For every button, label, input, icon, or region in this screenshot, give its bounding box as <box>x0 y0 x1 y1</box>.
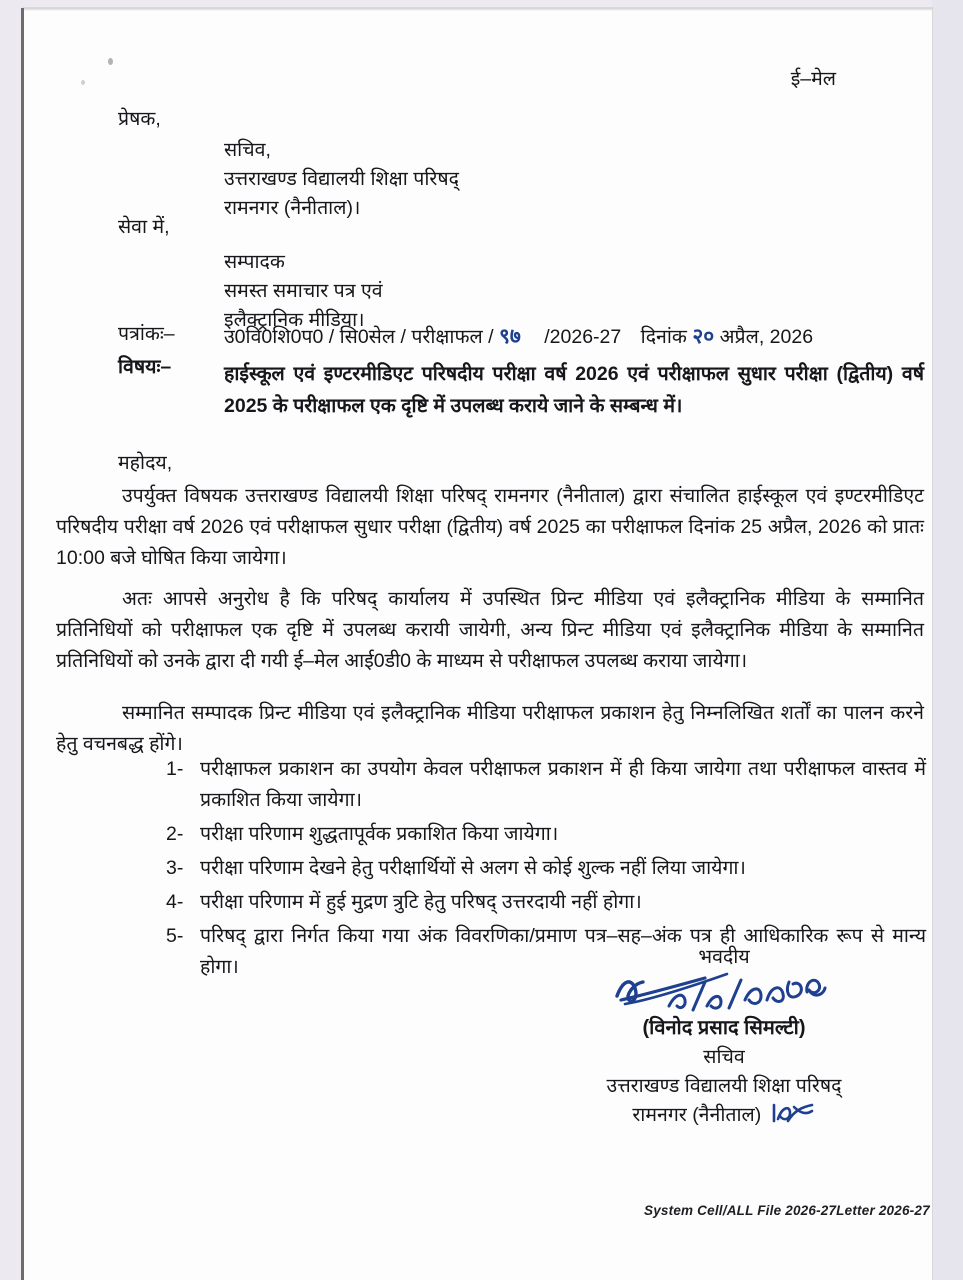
list-item <box>166 819 926 850</box>
list-item-text: परीक्षाफल प्रकाशन का उपयोग केवल परीक्षाफल प्रकाशन में ही किया जायेगा तथा परीक्षाफल वास्तव में प्रकाशित किया जायेगा। <box>200 758 926 811</box>
body-paragraph-2 <box>56 584 924 677</box>
reference-prefix: उ0वि0शि0प0 / सि0सेल / परीक्षाफल / <box>224 326 494 348</box>
signature-block <box>524 943 924 1134</box>
list-item-text: परिषद् द्वारा निर्गत किया गया अंक विवरणिका/प्रमाण पत्र–सह–अंक पत्र ही आधिकारिक रूप से मान्य होगा। <box>200 925 926 978</box>
list-item-number: 2- <box>166 823 184 845</box>
scan-background-band <box>932 0 963 1280</box>
list-item-text: परीक्षा परिणाम शुद्धतापूर्वक प्रकाशित किया जायेगा। <box>200 823 559 845</box>
to-address-line: समस्त समाचार पत्र एवं <box>224 280 383 302</box>
list-item <box>166 853 926 884</box>
delivery-mode-header: ई–मेल <box>790 68 836 90</box>
paragraph-text: अतः आपसे अनुरोध है कि परिषद् कार्यालय में उपस्थित प्रिन्ट मीडिया एवं इलैक्ट्रानिक मीडिया के सम्मानित प्रतिनिधियों को परीक्षाफल एक दृष्टि में उपलब्ध करायी जायेगी, अन्य प्रिन्ट मीडिया एवं इलैक्ट्रानिक मीडिया के सम्मानित प्रतिनिधियों को उनके द्वारा दी गयी ई–मेल आई0डी0 के माध्यम से परीक्षाफल उपलब्ध कराया जायेगा। <box>56 588 924 672</box>
from-address-line: उत्तराखण्ड विद्यालयी शिक्षा परिषद् <box>224 168 459 190</box>
letter-body <box>24 8 932 1280</box>
from-address-line: रामनगर (नैनीताल)। <box>224 197 361 219</box>
signatory-name: (विनोद प्रसाद सिमल्टी) <box>642 1017 806 1039</box>
document-footer: System Cell/ALL File 2026-27Letter 2026-27 <box>644 1203 930 1218</box>
from-address <box>224 136 459 223</box>
paragraph-text: उपर्युक्त विषयक उत्तराखण्ड विद्यालयी शिक्षा परिषद् रामनगर (नैनीताल) द्वारा संचालित हाईस्कूल एवं इण्टरमीडिएट परिषदीय परीक्षा वर्ष 2026 एवं परीक्षाफल सुधार परीक्षा (द्वितीय) वर्ष 2025 का परीक्षाफल दिनांक 25 अप्रैल, 2026 को प्रातः 10:00 बजे घोषित किया जायेगा। <box>56 485 924 569</box>
body-paragraph-3 <box>56 698 924 760</box>
signatory-designation: सचिव <box>703 1046 745 1068</box>
signature-ink-icon <box>609 966 859 1018</box>
signatory-location-row <box>524 1101 924 1134</box>
handwritten-initial <box>770 1101 816 1134</box>
signatory-location: रामनगर (नैनीताल) <box>632 1104 762 1126</box>
to-label: सेवा में, <box>118 216 170 238</box>
signatory-office: उत्तराखण्ड विद्यालयी शिक्षा परिषद् <box>606 1075 842 1097</box>
to-address <box>224 248 383 335</box>
paragraph-text: सम्मानित सम्पादक प्रिन्ट मीडिया एवं इलैक्ट्रानिक मीडिया परीक्षाफल प्रकाशन हेतु निम्नलिखित शर्तों का पालन करने हेतु वचनबद्ध होंगे। <box>56 702 924 755</box>
reference-line <box>224 325 813 348</box>
subject-text: हाईस्कूल एवं इण्टरमीडिएट परिषदीय परीक्षा वर्ष 2026 एवं परीक्षाफल सुधार परीक्षा (द्वितीय) वर्ष 2025 के परीक्षाफल एक दृष्टि में उपलब्ध कराये जाने के सम्बन्ध में। <box>224 363 924 417</box>
document-page <box>24 8 932 1280</box>
list-item-number: 3- <box>166 857 184 879</box>
list-item-number: 4- <box>166 891 184 913</box>
list-item-number: 5- <box>166 925 184 947</box>
list-item-text: परीक्षा परिणाम देखने हेतु परीक्षार्थियों से अलग से कोई शुल्क नहीं लिया जायेगा। <box>200 857 746 879</box>
from-address-line: सचिव, <box>224 139 271 161</box>
reference-year-part: /2026-27 <box>544 326 622 348</box>
subject-label: विषयः– <box>118 356 172 378</box>
handwritten-signature <box>524 970 924 1014</box>
list-item-text: परीक्षा परिणाम में हुई मुद्रण त्रुटि हेतु परिषद् उत्तरदायी नहीं होगा। <box>200 891 642 913</box>
to-address-line: इलैक्ट्रानिक मीडिया। <box>224 309 365 331</box>
reference-date-label: दिनांक <box>640 326 687 348</box>
list-item <box>166 754 926 816</box>
from-label: प्रेषक, <box>118 108 161 130</box>
reference-handwritten-number: ९७ <box>498 323 521 348</box>
salutation: महोदय, <box>118 452 173 474</box>
initial-ink-icon <box>770 1101 816 1125</box>
signature-closing: भवदीय <box>698 946 750 968</box>
reference-label: पत्रांकः– <box>118 323 175 345</box>
reference-month-year: अप्रैल, 2026 <box>719 326 814 348</box>
reference-handwritten-day: २० <box>692 323 715 348</box>
to-address-line: सम्पादक <box>224 251 285 273</box>
list-item-number: 1- <box>166 758 184 780</box>
list-item <box>166 887 926 918</box>
body-paragraph-1 <box>56 481 924 574</box>
